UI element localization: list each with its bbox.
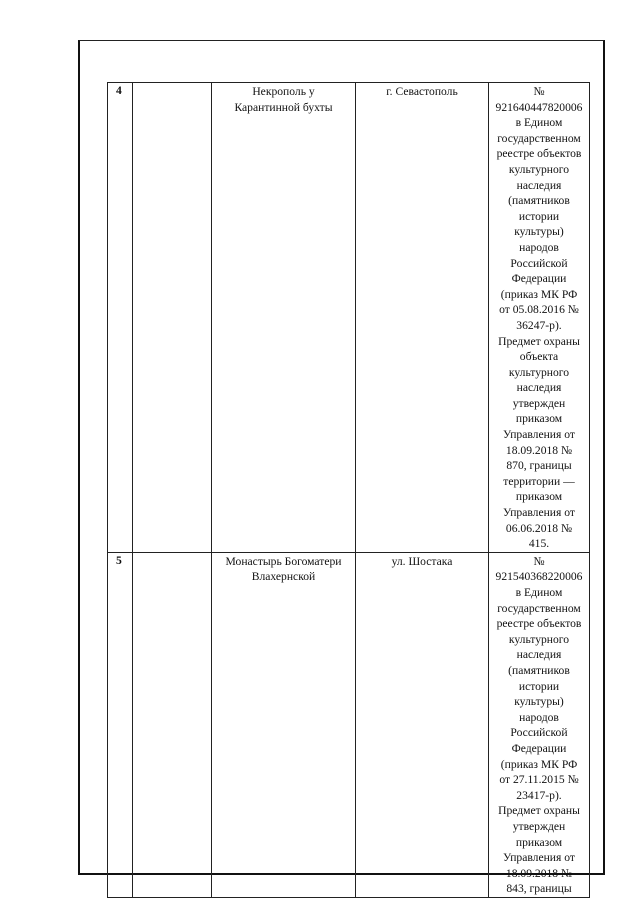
- info-line: 843, границы: [506, 882, 572, 896]
- info-line: 921640447820006: [495, 100, 583, 114]
- info-line: (приказ МК РФ: [500, 287, 578, 301]
- location-cell: ул. Шостака: [356, 552, 489, 897]
- info-line: (памятников: [508, 663, 570, 677]
- empty-cell: [133, 552, 212, 897]
- info-line: культурного: [508, 365, 570, 379]
- info-line: от 05.08.2016 №: [499, 303, 579, 317]
- info-line: государственном: [497, 601, 581, 615]
- info-line: Предмет охраны: [498, 334, 580, 348]
- info-line: утвержден: [512, 396, 566, 410]
- info-line: Федерации: [511, 741, 567, 755]
- info-line: наследия: [516, 648, 562, 662]
- location-cell: г. Севастополь: [356, 83, 489, 553]
- info-line: (памятников: [508, 194, 570, 208]
- info-line: утвержден: [512, 819, 566, 833]
- registry-info-cell: [489, 552, 590, 897]
- info-line: 06.06.2018 №: [505, 521, 573, 535]
- info-line: территории —: [503, 474, 575, 488]
- empty-cell: [133, 83, 212, 553]
- info-line: 23417-р).: [516, 788, 562, 802]
- info-line: Предмет охраны: [498, 804, 580, 818]
- object-name-line: Карантинной бухты: [234, 100, 333, 114]
- info-line: 36247-р).: [516, 318, 562, 332]
- info-line: народов: [519, 710, 559, 724]
- row-number-cell: 5: [108, 552, 133, 897]
- info-line: реестре объектов: [496, 617, 582, 631]
- info-line: культуры): [514, 225, 564, 239]
- row-number-cell: 4: [108, 83, 133, 553]
- info-line: (приказ МК РФ: [500, 757, 578, 771]
- info-line: культурного: [508, 162, 570, 176]
- info-line: наследия: [516, 381, 562, 395]
- info-line: Управления от: [503, 428, 575, 442]
- info-line: народов: [519, 240, 559, 254]
- info-line: 415.: [528, 537, 550, 551]
- object-name-line: Монастырь Богоматери: [225, 554, 342, 568]
- info-line: Управления от: [503, 506, 575, 520]
- info-line: от 27.11.2015 №: [499, 773, 579, 787]
- info-line: Российской: [510, 726, 568, 740]
- info-line: наследия: [516, 178, 562, 192]
- registry-info-cell: [489, 83, 590, 553]
- object-name-line: Некрополь у: [252, 85, 315, 98]
- info-line: в Едином: [515, 586, 563, 599]
- info-line: приказом: [515, 490, 563, 504]
- object-name-cell: [212, 83, 356, 553]
- info-line: приказом: [515, 835, 563, 849]
- info-line: Управления от: [503, 851, 575, 865]
- table-row: [108, 552, 590, 897]
- info-line: 18.09.2018 №: [505, 443, 573, 457]
- info-line: объекта: [519, 350, 559, 364]
- info-line: 18.09.2018 №: [505, 866, 573, 880]
- table-row: [108, 83, 590, 553]
- info-line: реестре объектов: [496, 147, 582, 161]
- info-line: Российской: [510, 256, 568, 270]
- info-line: государственном: [497, 131, 581, 145]
- info-line: №: [533, 85, 545, 98]
- heritage-registry-table: [107, 82, 590, 898]
- info-line: культурного: [508, 632, 570, 646]
- info-line: в Едином: [515, 116, 563, 130]
- info-line: 870, границы: [506, 459, 572, 473]
- info-line: приказом: [515, 412, 563, 426]
- info-line: №: [533, 554, 545, 568]
- info-line: истории: [518, 209, 560, 223]
- info-line: истории: [518, 679, 560, 693]
- info-line: 921540368220006: [495, 570, 583, 584]
- object-name-cell: [212, 552, 356, 897]
- object-name-line: Влахернской: [251, 570, 316, 584]
- info-line: культуры): [514, 695, 564, 709]
- info-line: Федерации: [511, 272, 567, 286]
